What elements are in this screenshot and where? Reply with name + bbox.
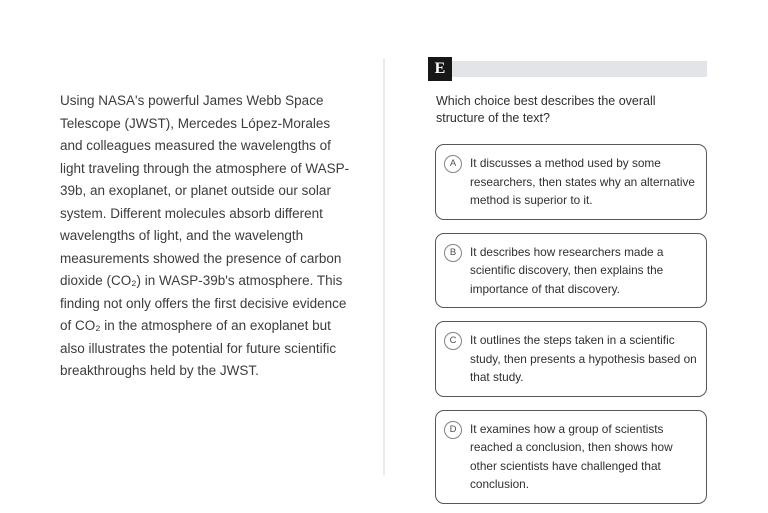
question-text: Which choice best describes the overall structure of the text? [436, 94, 656, 125]
choice-letter-b: B [444, 244, 462, 262]
choice-text-d: It examines how a group of scientists reached a conclusion, then shows how other scientists have challenged that conclusion. [470, 421, 673, 491]
panel-divider [383, 58, 385, 476]
answer-choices [435, 144, 707, 504]
choice-letter-d: D [444, 421, 462, 439]
choice-text-c: It outlines the steps taken in a scientific study, then presents a hypothesis based on that study. [470, 333, 697, 384]
question-number-badge: E [428, 57, 452, 81]
question-header [428, 57, 707, 81]
question-header-bar [452, 61, 707, 77]
choice-text-b: It describes how researchers made a scientific discovery, then explains the importance of that discovery. [470, 244, 664, 296]
choice-text-a: It discusses a method used by some researchers, then states why an alternative method is superior to it. [470, 156, 695, 207]
choice-letter-c: C [444, 332, 462, 350]
choice-option-a[interactable] [435, 144, 707, 220]
passage-text: Using NASA's powerful James Webb Space Telescope (JWST), Mercedes López-Morales and colleagues measured the wavelengths of light traveling through the atmosphere of WASP-39b, an exoplanet, or planet outside our solar system. Different molecules absorb different wavelengths of light, and the wavelength measurements showed the presence of carbon dioxide (CO₂) in WASP-39b's atmosphere. This finding not only offers the first decisive evidence of CO₂ in the atmosphere of an exoplanet but also illustrates the potential for future scientific breakthroughs held by the JWST. [60, 93, 350, 378]
question-panel [428, 57, 707, 504]
choice-option-b[interactable] [435, 233, 707, 309]
choice-option-c[interactable] [435, 321, 707, 397]
choice-option-d[interactable] [435, 410, 707, 504]
choice-letter-a: A [444, 155, 462, 173]
